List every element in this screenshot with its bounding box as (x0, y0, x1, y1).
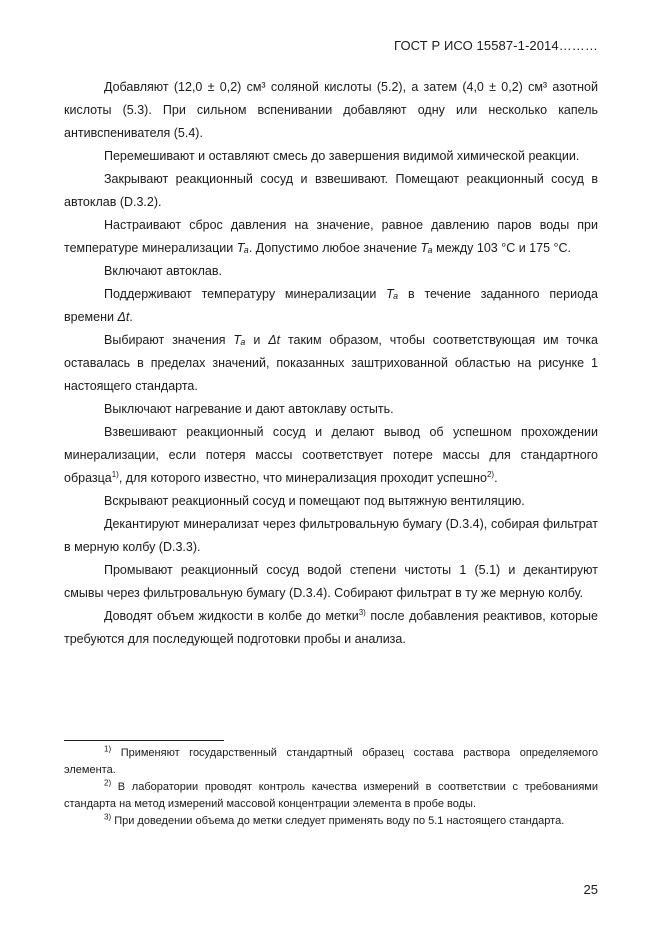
footnote-mark: 3) (104, 812, 112, 822)
footnote-mark: 1) (104, 744, 112, 754)
paragraph: Перемешивают и оставляют смесь до завершения видимой химической реакции. (104, 149, 580, 163)
paragraph: Закрывают реакционный сосуд и взвешивают. Помещают реакционный сосуд в автоклав (D.3.2). (64, 172, 598, 209)
footnote: $^{3)}$ При доведении объема до метки следует применять воду по 5.1 настоящего стандарта. (104, 812, 565, 827)
formula-symbol: Δt (268, 333, 281, 347)
paragraph: Настраивают сброс давления на значение, равное давлению паров воды при температуре минерализации Tₐ. Допустимо любое значение Tₐ между 103 °C и 175 °C. (64, 218, 598, 255)
running-header: ГОСТ Р ИСО 15587-1-2014……… (394, 38, 598, 53)
formula-symbol: Tₐ (386, 287, 399, 301)
footnote-ref: 3) (358, 607, 366, 617)
footnote-mark: 2) (104, 778, 112, 788)
footnote-ref: 2) (486, 469, 495, 479)
footnotes (64, 745, 598, 830)
formula-symbol: Tₐ (233, 333, 246, 347)
footnote: $^{2)}$ В лаборатории проводят контроль качества измерений в соответствии с требованиями стандарта на метод измерений массовой концентрации элемента в пробе воды. (64, 778, 598, 810)
paragraph: Декантируют минерализат через фильтровальную бумагу (D.3.4), собирая фильтрат в мерную колбу (D.3.3). (64, 517, 598, 554)
body-text (64, 76, 598, 651)
footnote: $^{1)}$ Применяют государственный стандартный образец состава раствора определяемого элемента. (64, 744, 598, 776)
paragraph: Вскрывают реакционный сосуд и помещают под вытяжную вентиляцию. (104, 494, 525, 508)
formula-symbol: Δt (117, 310, 130, 324)
footnote-ref: 1) (111, 469, 119, 479)
paragraph: Доводят объем жидкости в колбе до метки$^{3)}$ после добавления реактивов, которые требуются для последующей подготовки пробы и анализа. (64, 607, 598, 646)
page-number: 25 (583, 882, 598, 897)
paragraph: Выключают нагревание и дают автоклаву остыть. (104, 402, 394, 416)
paragraph: Добавляют (12,0 ± 0,2) см³ соляной кислоты (5.2), а затем (4,0 ± 0,2) см³ азотной кислоты (5.3). При сильном вспенивании добавляют одну или несколько капель антивспенивателя (5.4). (64, 80, 598, 140)
paragraph: Выбирают значения Tₐ и Δt таким образом, чтобы соответствующая им точка оставалась в пределах значений, показанных заштрихованной областью на рисунке 1 настоящего стандарта. (64, 333, 598, 393)
formula-symbol: Tₐ (420, 241, 433, 255)
formula-symbol: Tₐ (236, 241, 249, 255)
paragraph: Взвешивают реакционный сосуд и делают вывод об успешном прохождении минерализации, если потеря массы соответствует потере массы для стандартного образца$^{1)}$, для которого известно, что минерализация проходит успешно$^{2)}$. (64, 425, 598, 485)
footnote-divider (64, 740, 224, 741)
paragraph: Промывают реакционный сосуд водой степени чистоты 1 (5.1) и декантируют смывы через фильтровальную бумагу (D.3.4). Собирают фильтрат в ту же мерную колбу. (64, 563, 598, 600)
paragraph: Поддерживают температуру минерализации Tₐ в течение заданного периода времени Δt. (64, 287, 598, 324)
paragraph: Включают автоклав. (104, 264, 222, 278)
